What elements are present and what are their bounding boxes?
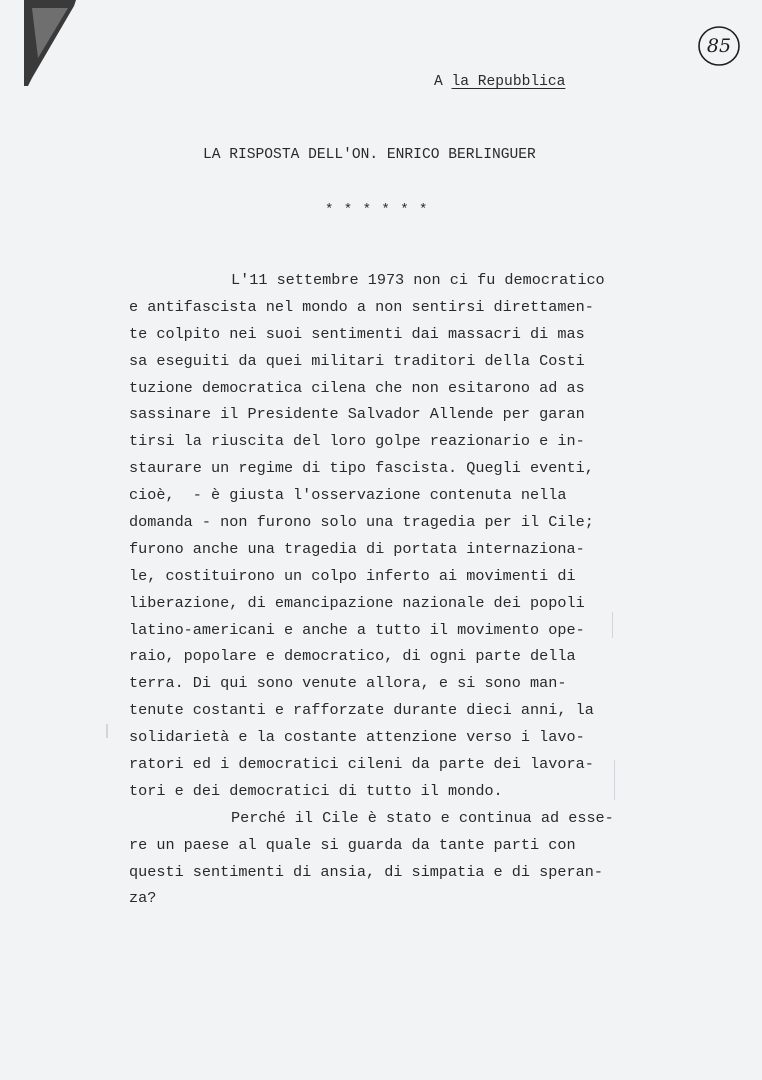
paragraph-line: e antifascista nel mondo a non sentirsi direttamen- [129, 297, 594, 316]
paragraph-line: L'11 settembre 1973 non ci fu democratico [231, 271, 605, 289]
paragraph-line: sa eseguiti da quei militari traditori della Costi [129, 351, 585, 370]
scan-speck [614, 760, 615, 800]
paragraph-line: tirsi la riuscita del loro golpe reazionario e in- [129, 432, 585, 451]
paragraph-line: terra. Di qui sono venute allora, e si sono man- [129, 674, 567, 693]
paragraph-line: cioè, - è giusta l'osservazione contenuta nella [129, 486, 567, 505]
paragraph-line: questi sentimenti di ansia, di simpatia e di speran- [129, 862, 603, 881]
paragraph-line: re un paese al quale si guarda da tante parti con [129, 835, 576, 854]
paragraph-line: staurare un regime di tipo fascista. Quegli eventi, [129, 459, 594, 478]
paragraph-line: sassinare il Presidente Salvador Allende per garan [129, 405, 585, 424]
recipient-line [434, 72, 565, 92]
paragraph-line: latino-americani e anche a tutto il movimento ope- [129, 620, 585, 639]
document-title: LA RISPOSTA DELL'ON. ENRICO BERLINGUER [203, 147, 536, 163]
paragraph-line: solidarietà e la costante attenzione verso i lavo- [129, 728, 585, 747]
paragraph-line: tuzione democratica cilena che non esitarono ad as [129, 378, 585, 397]
paragraph-line: raio, popolare e democratico, di ogni parte della [129, 647, 576, 666]
paragraph-line: te colpito nei suoi sentimenti dai massacri di mas [129, 324, 585, 343]
paragraph-line: liberazione, di emancipazione nazionale dei popoli [129, 593, 585, 612]
paragraph-line: Perché il Cile è stato e continua ad esse- [231, 808, 614, 827]
page-number: 85 [706, 35, 732, 57]
scan-speck [106, 724, 108, 738]
paragraph-line: domanda - non furono solo una tragedia per il Cile; [129, 513, 594, 532]
paragraph-line: tori e dei democratici di tutto il mondo. [129, 781, 503, 800]
paragraph-line: ratori ed i democratici cileni da parte dei lavora- [129, 755, 594, 774]
body-text [0, 267, 762, 912]
folded-corner-mark [24, 0, 80, 86]
recipient-prefix: A [434, 74, 452, 90]
recipient-name: la Repubblica [451, 74, 566, 90]
paragraph-line: furono anche una tragedia di portata internaziona- [129, 539, 585, 558]
paragraph-line: za? [129, 889, 157, 908]
paragraph-line: tenute costanti e rafforzate durante dieci anni, la [129, 701, 594, 720]
asterisk-separator: * * * * * * [325, 202, 429, 218]
paragraph-line: le, costituirono un colpo inferto ai movimenti di [129, 566, 576, 585]
scan-speck [612, 612, 613, 638]
